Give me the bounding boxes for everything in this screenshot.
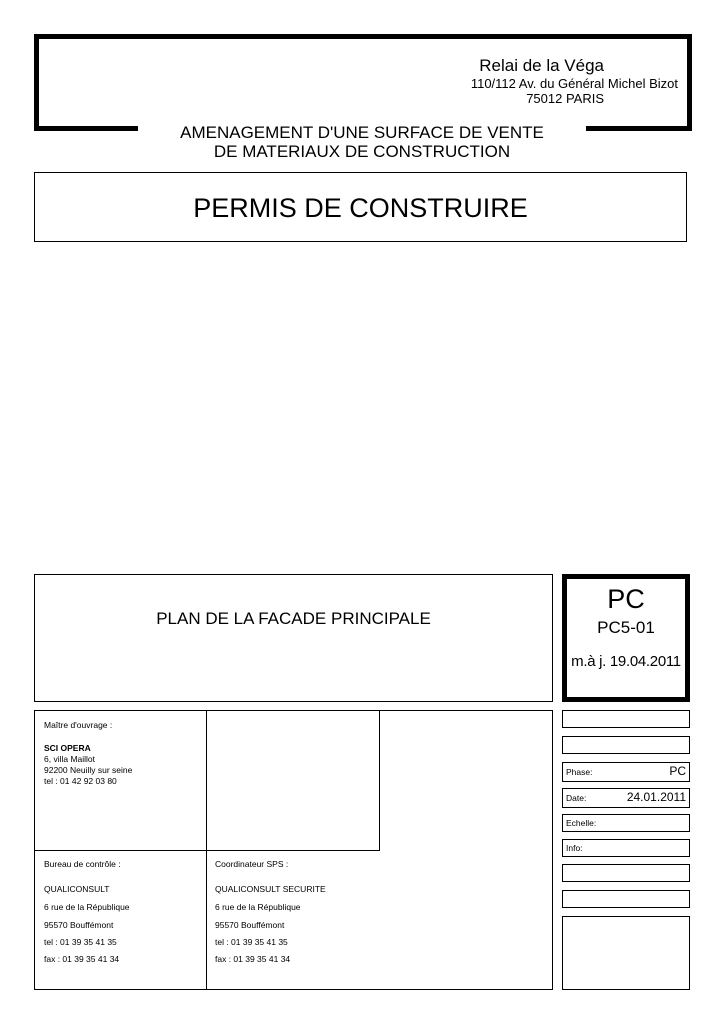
scale-label: Echelle: xyxy=(566,818,597,828)
title-block-empty-1 xyxy=(562,710,690,728)
owner-label: Maître d'ouvrage : xyxy=(44,720,113,730)
project-title-line2: DE MATERIAUX DE CONSTRUCTION xyxy=(213,142,511,161)
sps-address2: 95570 Bouffémont xyxy=(215,920,285,930)
title-block-empty-2 xyxy=(562,736,690,754)
phase-label: Phase: xyxy=(566,767,593,777)
grid-divider-v2 xyxy=(379,710,380,850)
control-office-address2: 95570 Bouffémont xyxy=(44,920,114,930)
sps-name: QUALICONSULT SECURITE xyxy=(215,884,326,894)
owner-address1: 6, villa Maillot xyxy=(44,754,96,764)
permit-title: PERMIS DE CONSTRUIRE xyxy=(193,193,528,223)
control-office-name: QUALICONSULT xyxy=(44,884,110,894)
info-row xyxy=(562,839,690,857)
sps-address1: 6 rue de la République xyxy=(215,902,301,912)
owner-name: SCI OPERA xyxy=(44,743,91,753)
date-label: Date: xyxy=(566,793,587,803)
title-block-empty-3 xyxy=(562,864,690,882)
plan-title: PLAN DE LA FACADE PRINCIPALE xyxy=(156,609,431,628)
grid-divider-h xyxy=(34,850,380,851)
phase-row xyxy=(562,762,690,782)
date-row xyxy=(562,788,690,808)
site-address-line1: 110/112 Av. du Général Michel Bizot xyxy=(470,76,678,91)
sps-tel: tel : 01 39 35 41 35 xyxy=(215,937,288,947)
scale-row xyxy=(562,814,690,832)
owner-address2: 92200 Neuilly sur seine xyxy=(44,765,133,775)
control-office-tel: tel : 01 39 35 41 35 xyxy=(44,937,117,947)
title-block-empty-large xyxy=(562,916,690,990)
site-name: Relai de la Véga xyxy=(479,56,604,75)
project-title-line1: AMENAGEMENT D'UNE SURFACE DE VENTE xyxy=(180,123,544,142)
date-value: 24.01.2011 xyxy=(626,790,686,804)
pc-code: PC xyxy=(607,584,645,614)
control-office-address1: 6 rue de la République xyxy=(44,902,130,912)
site-address-line2: 75012 PARIS xyxy=(526,91,604,106)
sps-fax: fax : 01 39 35 41 34 xyxy=(215,954,291,964)
pc-update-date: m.à j. 19.04.2011 xyxy=(571,653,681,670)
info-label: Info: xyxy=(566,843,583,853)
owner-tel: tel : 01 42 92 03 80 xyxy=(44,776,117,786)
phase-value: PC xyxy=(669,764,686,778)
plan-title-box xyxy=(34,574,553,702)
control-office-label: Bureau de contrôle : xyxy=(44,859,121,869)
title-block-empty-4 xyxy=(562,890,690,908)
pc-sheet-number: PC5-01 xyxy=(597,618,655,637)
sps-label: Coordinateur SPS : xyxy=(215,859,289,869)
control-office-fax: fax : 01 39 35 41 34 xyxy=(44,954,120,964)
